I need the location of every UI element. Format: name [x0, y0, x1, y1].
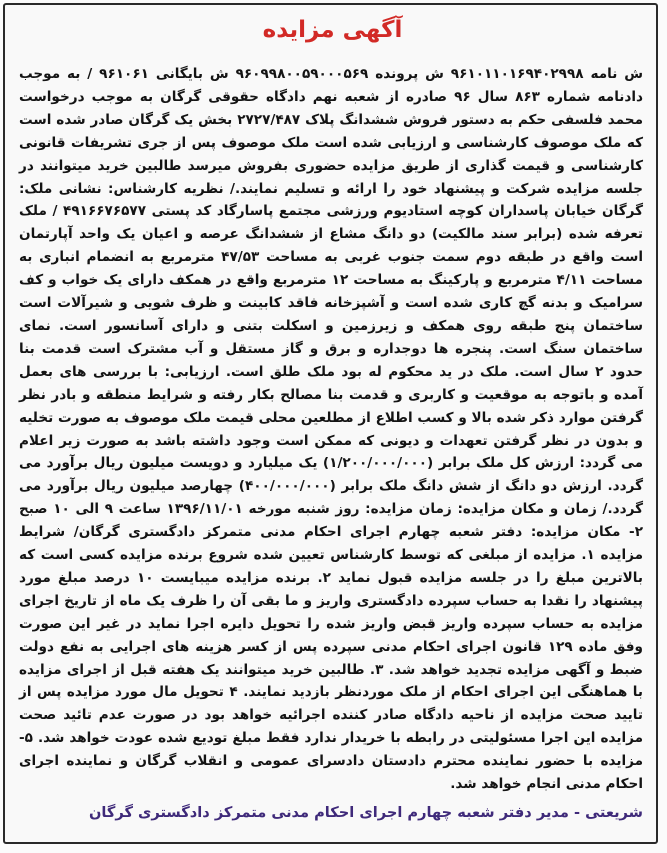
- notice-frame: [3, 3, 658, 844]
- notice-title: آگهی مزایده: [262, 17, 403, 43]
- notice-signature: شریعتی - مدیر دفتر شعبه چهارم اجرای احکام مدنی متمرکز دادگستری گرگان: [88, 804, 643, 821]
- notice-body: ش نامه ۹۶۱۰۱۱۰۱۶۹۴۰۲۹۹۸ ش پرونده ۹۶۰۹۹۸۰۰۵۹۰۰۰۵۶۹ ش بایگانی ۹۶۱۰۶۱ / به موجب دادنامه شماره ۸۶۳ سال ۹۶ صادره از شعبه نهم دادگاه حقوقی گرگان به موجب درخواست محمد فلسفی حکم به دستور فروش ششدانگ پلاک ۲۷۲۷/۴۸۷ بخش یک گرگان صادر شده است که ملک موصوف کارشناسی و ارزیابی شده است ملک موصوف پس از جری تشریفات قانونی کارشناسی و قیمت گذاری از طریق مزایده حضوری بفروش میرسد طالبین خرید میتوانند در جلسه مزایده شرکت و پیشنهاد خود را ارائه و تسلیم نمایند./ نظریه کارشناس: نشانی ملک: گرگان خیابان پاسداران کوچه استادیوم ورزشی مجتمع پاسارگاد کد پستی ۴۹۱۶۶۷۶۵۷۷ / ملک تعرفه شده (برابر سند مالکیت) دو دانگ مشاع از ششدانگ عرصه و اعیان یک واحد آپارتمان است واقع در طبقه دوم سمت جنوب غربی به مساحت ۴۷/۵۳ مترمربع به انضمام انباری به مساحت ۴/۱۱ مترمربع و پارکینگ به مساحت ۱۲ مترمربع واقع در همکف دارای یک خواب و کف سرامیک و بدنه گچ کاری شده است و آشپزخانه فاقد کابینت و ظرف شویی و شیرآلات است ساختمان پنج طبقه روی همکف و زیرزمین و اسکلت بتنی و دارای آسانسور است. نمای ساختمان سنگ است. پنجره ها دوجداره و برق و گاز مستقل و آب مشترک است قدمت بنا حدود ۲ سال است. ملک در ید محکوم له بود ملک طلق است. ارزیابی: با بررسی های بعمل آمده و باتوجه به موقعیت و کاربری و قدمت بنا مصالح بکار رفته و شرایط منطقه و بادر نظر گرفتن موارد ذکر شده بالا و کسب اطلاع از مطلعین محلی قیمت ملک موصوف به صورت تخلیه و بدون در نظر گرفتن تعهدات و دیونی که ممکن است وجود داشته باشد به صورت زیر اعلام می گردد: ارزش کل ملک برابر (۱/۲۰۰/۰۰۰/۰۰۰) یک میلیارد و دویست میلیون ریال برآورد می گردد. ارزش دو دانگ از شش دانگ ملک برابر (۴۰۰/۰۰۰/۰۰۰) چهارصد میلیون ریال برآورد می گردد./ زمان و مکان مزایده: زمان مزایده: روز شنبه مورخه ۱۳۹۶/۱۱/۰۱ ساعت ۹ الی ۱۰ صبح ۲- مکان مزایده: دفتر شعبه چهارم اجرای احکام مدنی متمرکز دادگستری گرگان/ شرایط مزایده ۱. مزایده از مبلغی که توسط کارشناس تعیین شده شروع برنده مزایده کسی است که بالاترین مبلغ را در جلسه مزایده قبول نماید ۲. برنده مزایده میبایست ۱۰ درصد مبلغ مورد پیشنهاد را نقدا به حساب سپرده دادگستری واریز و ما بقی آن را ظرف یک ماه از تاریخ اجرای مزایده به حساب سپرده واریز قبض واریز شده را تحویل دایره اجرا نماید در غیر این صورت وفق ماده ۱۲۹ قانون اجرای احکام مدنی سپرده پس از کسر هزینه های اجرایی به نفع دولت ضبط و آگهی مزایده تجدید خواهد شد. ۳. طالبین خرید میتوانند یک هفته قبل از اجرای مزایده با هماهنگی این اجرای احکام از ملک موردنظر بازدید نمایند. ۴ تحویل مال مورد مزایده پس از تایید صحت مزایده از ناحیه دادگاه صادر کننده اجرائیه خواهد بود در صورت عدم تائید صحت مزایده این اجرا مسئولیتی در رابطه با خریدار ندارد فقط مبلغ تودیع شده عودت خواهد شد. ۵- مزایده با حضور نماینده محترم دادستان دادسرای عمومی و انقلاب گرگان و نماینده اجرای احکام مدنی انجام خواهد شد.: [14, 66, 644, 793]
